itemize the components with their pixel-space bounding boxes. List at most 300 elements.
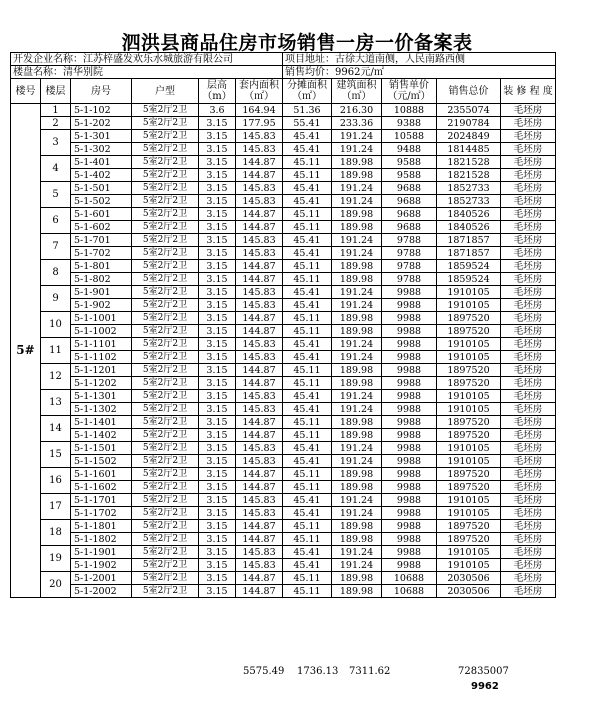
- decoration: 毛坯房: [501, 416, 556, 429]
- floor-height: 3.15: [199, 585, 236, 598]
- floor-height: 3.15: [199, 273, 236, 286]
- shared-area: 45.11: [283, 429, 332, 442]
- unit-type: 5室2厅2卫: [132, 403, 199, 416]
- decoration: 毛坯房: [501, 104, 556, 117]
- shared-area: 45.11: [283, 585, 332, 598]
- build-area: 191.24: [332, 442, 382, 455]
- unit-price: 9688: [382, 182, 437, 195]
- build-area: 189.98: [332, 377, 382, 390]
- room-number: 5-1-1302: [71, 403, 132, 416]
- header-floor: 楼层: [41, 79, 71, 104]
- total-price: 1910105: [437, 299, 501, 312]
- inner-area: 145.83: [236, 559, 283, 572]
- table-row: [11, 520, 556, 533]
- total-inner-area: 5575.49: [243, 666, 285, 677]
- unit-type: 5室2厅2卫: [132, 104, 199, 117]
- inner-area: 144.87: [236, 481, 283, 494]
- developer-name: 开发企业名称：江苏梓盛发欢乐水城旅游有限公司: [11, 53, 283, 66]
- total-price: 2024849: [437, 130, 501, 143]
- shared-area: 45.11: [283, 377, 332, 390]
- decoration: 毛坯房: [501, 117, 556, 130]
- decoration: 毛坯房: [501, 208, 556, 221]
- header-inner-area: 套内面积（㎡）: [236, 79, 283, 104]
- decoration: 毛坯房: [501, 429, 556, 442]
- total-average-price: 9962: [471, 681, 499, 692]
- unit-type: 5室2厅2卫: [132, 494, 199, 507]
- shared-area: 45.41: [283, 247, 332, 260]
- inner-area: 145.83: [236, 494, 283, 507]
- decoration: 毛坯房: [501, 364, 556, 377]
- inner-area: 145.83: [236, 299, 283, 312]
- room-number: 5-1-1301: [71, 390, 132, 403]
- inner-area: 145.83: [236, 247, 283, 260]
- floor-height: 3.15: [199, 468, 236, 481]
- unit-price: 9988: [382, 468, 437, 481]
- total-price: 1910105: [437, 507, 501, 520]
- room-number: 5-1-601: [71, 208, 132, 221]
- unit-price: 9988: [382, 312, 437, 325]
- table-row: [11, 260, 556, 273]
- decoration: 毛坯房: [501, 273, 556, 286]
- floor-number: 2: [41, 117, 71, 130]
- header-decoration: 装 修 程 度: [501, 79, 556, 104]
- inner-area: 144.87: [236, 572, 283, 585]
- table-row: [11, 312, 556, 325]
- build-area: 189.98: [332, 325, 382, 338]
- floor-height: 3.15: [199, 494, 236, 507]
- unit-type: 5室2厅2卫: [132, 143, 199, 156]
- unit-type: 5室2厅2卫: [132, 247, 199, 260]
- shared-area: 45.11: [283, 364, 332, 377]
- total-price: 1897520: [437, 416, 501, 429]
- total-price: 1871857: [437, 234, 501, 247]
- shared-area: 45.41: [283, 130, 332, 143]
- room-number: 5-1-1001: [71, 312, 132, 325]
- floor-number: 12: [41, 364, 71, 390]
- floor-height: 3.15: [199, 364, 236, 377]
- unit-type: 5室2厅2卫: [132, 507, 199, 520]
- build-area: 189.98: [332, 468, 382, 481]
- floor-number: 14: [41, 416, 71, 442]
- table-row: [11, 286, 556, 299]
- shared-area: 45.11: [283, 312, 332, 325]
- inner-area: 145.83: [236, 507, 283, 520]
- shared-area: 45.11: [283, 325, 332, 338]
- total-price: 1897520: [437, 468, 501, 481]
- decoration: 毛坯房: [501, 156, 556, 169]
- build-area: 191.24: [332, 559, 382, 572]
- unit-price: 9588: [382, 169, 437, 182]
- unit-price: 10688: [382, 585, 437, 598]
- room-number: 5-1-1602: [71, 481, 132, 494]
- floor-height: 3.15: [199, 481, 236, 494]
- unit-type: 5室2厅2卫: [132, 273, 199, 286]
- room-number: 5-1-702: [71, 247, 132, 260]
- inner-area: 144.87: [236, 364, 283, 377]
- decoration: 毛坯房: [501, 312, 556, 325]
- inner-area: 144.87: [236, 520, 283, 533]
- decoration: 毛坯房: [501, 221, 556, 234]
- floor-height: 3.15: [199, 442, 236, 455]
- header-room: 房号: [71, 79, 132, 104]
- total-price: 1897520: [437, 520, 501, 533]
- room-number: 5-1-1702: [71, 507, 132, 520]
- floor-height: 3.15: [199, 520, 236, 533]
- unit-price: 9988: [382, 507, 437, 520]
- room-number: 5-1-202: [71, 117, 132, 130]
- build-area: 189.98: [332, 481, 382, 494]
- unit-price: 9688: [382, 208, 437, 221]
- floor-height: 3.15: [199, 325, 236, 338]
- table-title: 泗洪县商品住房市场销售一房一价备案表: [121, 32, 473, 54]
- room-number: 5-1-402: [71, 169, 132, 182]
- build-area: 189.98: [332, 208, 382, 221]
- build-area: 191.24: [332, 403, 382, 416]
- header-type: 户型: [132, 79, 199, 104]
- floor-height: 3.15: [199, 416, 236, 429]
- shared-area: 45.41: [283, 286, 332, 299]
- shared-area: 45.41: [283, 390, 332, 403]
- room-number: 5-1-301: [71, 130, 132, 143]
- room-number: 5-1-1802: [71, 533, 132, 546]
- room-number: 5-1-1102: [71, 351, 132, 364]
- unit-type: 5室2厅2卫: [132, 429, 199, 442]
- room-number: 5-1-1002: [71, 325, 132, 338]
- floor-number: 4: [41, 156, 71, 182]
- build-area: 189.98: [332, 156, 382, 169]
- total-price: 1910105: [437, 494, 501, 507]
- unit-price: 10688: [382, 572, 437, 585]
- floor-height: 3.15: [199, 429, 236, 442]
- floor-height: 3.15: [199, 117, 236, 130]
- floor-number: 7: [41, 234, 71, 260]
- room-number: 5-1-701: [71, 234, 132, 247]
- header-total-price: 销售总价: [437, 79, 501, 104]
- table-row: [11, 390, 556, 403]
- inner-area: 145.83: [236, 338, 283, 351]
- total-price: 2355074: [437, 104, 501, 117]
- shared-area: 55.41: [283, 117, 332, 130]
- unit-type: 5室2厅2卫: [132, 325, 199, 338]
- unit-type: 5室2厅2卫: [132, 364, 199, 377]
- shared-area: 45.41: [283, 351, 332, 364]
- floor-height: 3.15: [199, 312, 236, 325]
- unit-type: 5室2厅2卫: [132, 390, 199, 403]
- unit-price: 9988: [382, 429, 437, 442]
- build-area: 191.24: [332, 195, 382, 208]
- table-row: [11, 429, 556, 442]
- shared-area: 45.11: [283, 273, 332, 286]
- table-row: [11, 117, 556, 130]
- build-area: 191.24: [332, 546, 382, 559]
- decoration: 毛坯房: [501, 299, 556, 312]
- build-area: 191.24: [332, 494, 382, 507]
- shared-area: 45.11: [283, 481, 332, 494]
- floor-number: 11: [41, 338, 71, 364]
- room-number: 5-1-602: [71, 221, 132, 234]
- shared-area: 45.41: [283, 234, 332, 247]
- unit-type: 5室2厅2卫: [132, 169, 199, 182]
- room-number: 5-1-1402: [71, 429, 132, 442]
- unit-price: 9988: [382, 494, 437, 507]
- shared-area: 45.41: [283, 143, 332, 156]
- room-number: 5-1-1401: [71, 416, 132, 429]
- room-number: 5-1-1901: [71, 546, 132, 559]
- room-number: 5-1-502: [71, 195, 132, 208]
- build-area: 216.30: [332, 104, 382, 117]
- decoration: 毛坯房: [501, 143, 556, 156]
- room-number: 5-1-102: [71, 104, 132, 117]
- shared-area: 45.41: [283, 494, 332, 507]
- build-area: 189.98: [332, 273, 382, 286]
- inner-area: 144.87: [236, 416, 283, 429]
- table-row: [11, 325, 556, 338]
- inner-area: 144.87: [236, 429, 283, 442]
- inner-area: 144.87: [236, 585, 283, 598]
- floor-number: 18: [41, 520, 71, 546]
- inner-area: 177.95: [236, 117, 283, 130]
- build-area: 191.24: [332, 390, 382, 403]
- shared-area: 45.11: [283, 572, 332, 585]
- table-row: [11, 585, 556, 598]
- unit-type: 5室2厅2卫: [132, 468, 199, 481]
- inner-area: 144.87: [236, 208, 283, 221]
- floor-number: 10: [41, 312, 71, 338]
- unit-price: 9988: [382, 286, 437, 299]
- build-area: 191.24: [332, 338, 382, 351]
- decoration: 毛坯房: [501, 390, 556, 403]
- room-number: 5-1-802: [71, 273, 132, 286]
- room-number: 5-1-902: [71, 299, 132, 312]
- inner-area: 144.87: [236, 221, 283, 234]
- floor-height: 3.15: [199, 182, 236, 195]
- decoration: 毛坯房: [501, 533, 556, 546]
- unit-type: 5室2厅2卫: [132, 299, 199, 312]
- floor-number: 3: [41, 130, 71, 156]
- room-number: 5-1-901: [71, 286, 132, 299]
- table-row: [11, 494, 556, 507]
- unit-price: 9988: [382, 559, 437, 572]
- shared-area: 45.11: [283, 416, 332, 429]
- shared-area: 45.11: [283, 221, 332, 234]
- table-row: [11, 143, 556, 156]
- room-number: 5-1-2002: [71, 585, 132, 598]
- table-row: [11, 221, 556, 234]
- shared-area: 45.41: [283, 546, 332, 559]
- floor-height: 3.15: [199, 143, 236, 156]
- room-number: 5-1-302: [71, 143, 132, 156]
- decoration: 毛坯房: [501, 325, 556, 338]
- table-row: [11, 507, 556, 520]
- room-number: 5-1-801: [71, 260, 132, 273]
- unit-price: 9788: [382, 273, 437, 286]
- inner-area: 144.87: [236, 156, 283, 169]
- shared-area: 45.41: [283, 182, 332, 195]
- header-building: 楼号: [11, 79, 41, 104]
- decoration: 毛坯房: [501, 286, 556, 299]
- floor-height: 3.15: [199, 156, 236, 169]
- floor-height: 3.15: [199, 455, 236, 468]
- header-shared-area: 分摊面积（㎡）: [283, 79, 332, 104]
- total-price: 2190784: [437, 117, 501, 130]
- floor-number: 15: [41, 442, 71, 468]
- room-number: 5-1-1202: [71, 377, 132, 390]
- header-build-area: 建筑面积（㎡）: [332, 79, 382, 104]
- floor-height: 3.15: [199, 247, 236, 260]
- build-area: 189.98: [332, 260, 382, 273]
- decoration: 毛坯房: [501, 494, 556, 507]
- table-row: [11, 234, 556, 247]
- table-row: [11, 169, 556, 182]
- table-row: [11, 104, 556, 117]
- floor-height: 3.15: [199, 286, 236, 299]
- room-number: 5-1-1801: [71, 520, 132, 533]
- unit-type: 5室2厅2卫: [132, 286, 199, 299]
- shared-area: 45.11: [283, 169, 332, 182]
- shared-area: 45.41: [283, 195, 332, 208]
- inner-area: 145.83: [236, 442, 283, 455]
- floor-height: 3.15: [199, 169, 236, 182]
- price-filing-table: [10, 52, 556, 598]
- inner-area: 144.87: [236, 533, 283, 546]
- room-number: 5-1-1101: [71, 338, 132, 351]
- unit-price: 9988: [382, 455, 437, 468]
- unit-price: 9988: [382, 377, 437, 390]
- unit-price: 9988: [382, 338, 437, 351]
- unit-type: 5室2厅2卫: [132, 533, 199, 546]
- total-price: 1852733: [437, 182, 501, 195]
- decoration: 毛坯房: [501, 546, 556, 559]
- estate-name: 楼盘名称：清华别院: [11, 66, 283, 79]
- total-price: 1859524: [437, 273, 501, 286]
- shared-area: 45.11: [283, 520, 332, 533]
- room-number: 5-1-1501: [71, 442, 132, 455]
- header-height: 层高（m）: [199, 79, 236, 104]
- shared-area: 45.11: [283, 260, 332, 273]
- total-price: 1910105: [437, 390, 501, 403]
- total-price: 1910105: [437, 546, 501, 559]
- build-area: 191.24: [332, 182, 382, 195]
- floor-height: 3.15: [199, 351, 236, 364]
- decoration: 毛坯房: [501, 130, 556, 143]
- build-area: 189.98: [332, 533, 382, 546]
- unit-price: 9588: [382, 156, 437, 169]
- project-address: 项目地址：古徐大道南侧，人民南路西侧: [283, 53, 556, 66]
- total-price: 1897520: [437, 429, 501, 442]
- build-area: 189.98: [332, 572, 382, 585]
- decoration: 毛坯房: [501, 377, 556, 390]
- unit-price: 10588: [382, 130, 437, 143]
- table-row: [11, 351, 556, 364]
- total-price: 1910105: [437, 442, 501, 455]
- shared-area: 45.11: [283, 156, 332, 169]
- build-area: 189.98: [332, 312, 382, 325]
- room-number: 5-1-1701: [71, 494, 132, 507]
- inner-area: 144.87: [236, 325, 283, 338]
- table-row: [11, 208, 556, 221]
- shared-area: 51.36: [283, 104, 332, 117]
- floor-number: 13: [41, 390, 71, 416]
- total-price: 1821528: [437, 169, 501, 182]
- unit-type: 5室2厅2卫: [132, 442, 199, 455]
- inner-area: 144.87: [236, 169, 283, 182]
- inner-area: 144.87: [236, 468, 283, 481]
- table-row: [11, 442, 556, 455]
- table-row: [11, 572, 556, 585]
- unit-price: 9788: [382, 247, 437, 260]
- shared-area: 45.41: [283, 403, 332, 416]
- total-price: 1814485: [437, 143, 501, 156]
- floor-height: 3.15: [199, 507, 236, 520]
- table-row: [11, 364, 556, 377]
- decoration: 毛坯房: [501, 585, 556, 598]
- build-area: 191.24: [332, 507, 382, 520]
- shared-area: 45.11: [283, 533, 332, 546]
- total-price: 1910105: [437, 286, 501, 299]
- decoration: 毛坯房: [501, 260, 556, 273]
- table-row: [11, 416, 556, 429]
- unit-price: 9988: [382, 520, 437, 533]
- shared-area: 45.41: [283, 442, 332, 455]
- unit-price: 9988: [382, 390, 437, 403]
- inner-area: 145.83: [236, 390, 283, 403]
- floor-height: 3.15: [199, 403, 236, 416]
- unit-price: 9788: [382, 260, 437, 273]
- floor-height: 3.15: [199, 559, 236, 572]
- unit-price: 9988: [382, 299, 437, 312]
- total-price: 1840526: [437, 208, 501, 221]
- total-shared-area: 1736.13: [297, 666, 339, 677]
- unit-price: 9688: [382, 221, 437, 234]
- unit-type: 5室2厅2卫: [132, 221, 199, 234]
- shared-area: 45.41: [283, 338, 332, 351]
- decoration: 毛坯房: [501, 234, 556, 247]
- inner-area: 145.83: [236, 546, 283, 559]
- inner-area: 145.83: [236, 351, 283, 364]
- shared-area: 45.41: [283, 507, 332, 520]
- table-row: [11, 546, 556, 559]
- unit-type: 5室2厅2卫: [132, 234, 199, 247]
- table-row: [11, 468, 556, 481]
- inner-area: 144.87: [236, 273, 283, 286]
- shared-area: 45.11: [283, 468, 332, 481]
- unit-price: 9988: [382, 546, 437, 559]
- build-area: 189.98: [332, 520, 382, 533]
- decoration: 毛坯房: [501, 195, 556, 208]
- room-number: 5-1-2001: [71, 572, 132, 585]
- unit-type: 5室2厅2卫: [132, 338, 199, 351]
- average-price: 销售均价：9962元/㎡: [283, 66, 556, 79]
- total-price: 1897520: [437, 325, 501, 338]
- unit-type: 5室2厅2卫: [132, 572, 199, 585]
- floor-height: 3.15: [199, 221, 236, 234]
- unit-type: 5室2厅2卫: [132, 520, 199, 533]
- decoration: 毛坯房: [501, 351, 556, 364]
- table-row: [11, 559, 556, 572]
- total-price: 1910105: [437, 403, 501, 416]
- build-area: 189.98: [332, 429, 382, 442]
- total-price: 1821528: [437, 156, 501, 169]
- total-price: 1871857: [437, 247, 501, 260]
- floor-number: 20: [41, 572, 71, 598]
- total-price: 1910105: [437, 559, 501, 572]
- unit-price: 9988: [382, 325, 437, 338]
- table-row: [11, 377, 556, 390]
- floor-number: 1: [41, 104, 71, 117]
- unit-price: 9988: [382, 481, 437, 494]
- decoration: 毛坯房: [501, 468, 556, 481]
- floor-height: 3.15: [199, 546, 236, 559]
